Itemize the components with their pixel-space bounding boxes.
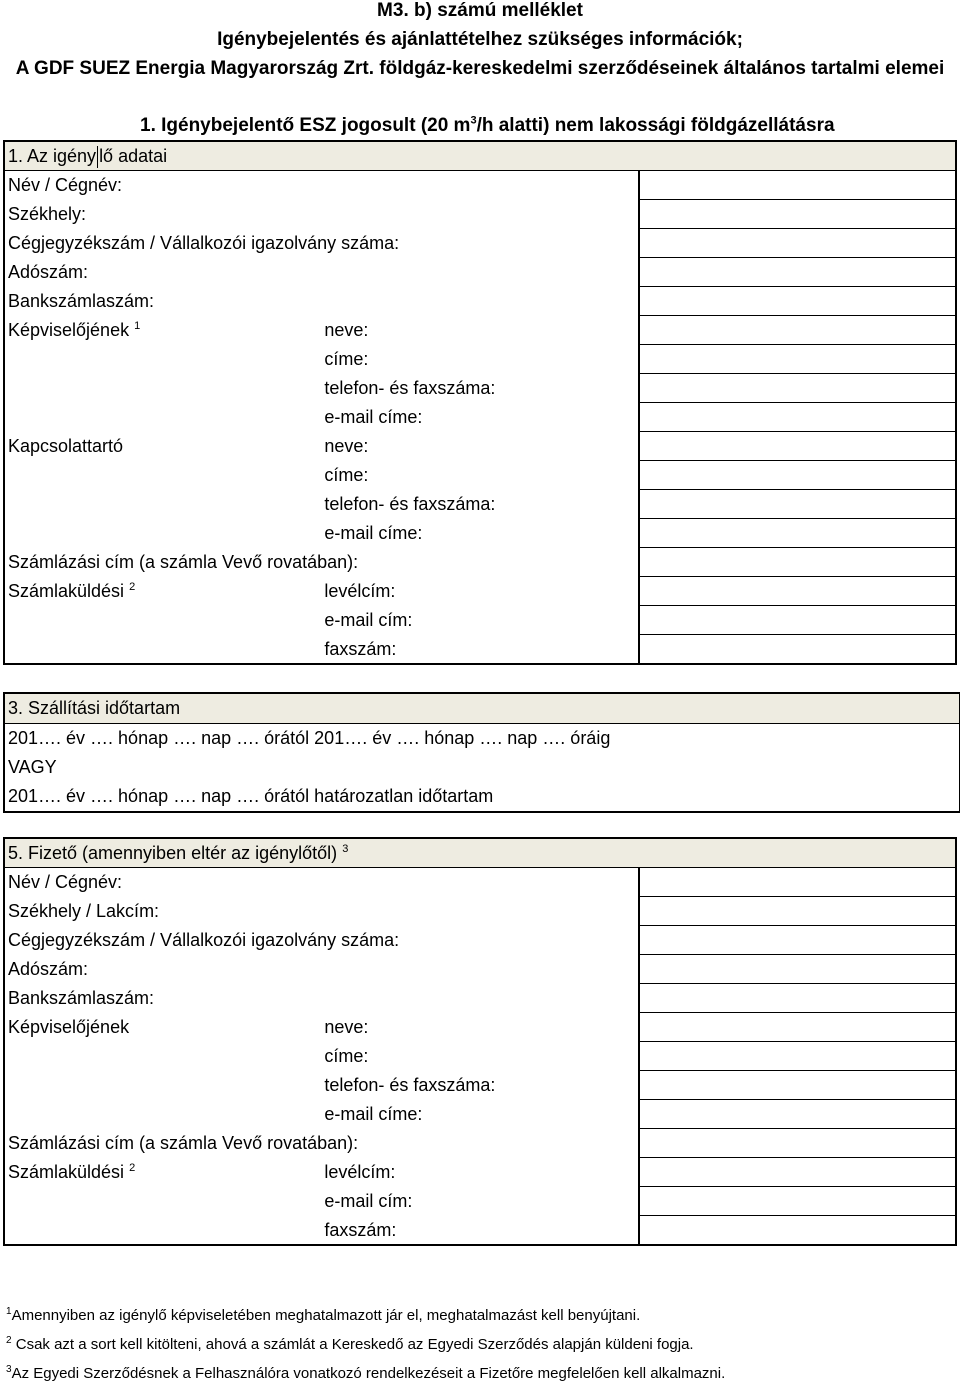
applicant-row (4, 200, 956, 229)
payer-row (4, 926, 956, 955)
field-label-text: Bankszámlaszám: (8, 291, 155, 311)
field-sublabel (321, 200, 638, 229)
input-field[interactable] (639, 868, 956, 897)
field-sublabel: telefon- és faxszáma: (324, 378, 496, 398)
input-field[interactable] (639, 432, 956, 461)
field-label-text: Számlázási cím (a számla Vevő rovatában): (8, 1133, 359, 1153)
payer-row (4, 1042, 956, 1071)
applicant-row (4, 490, 956, 519)
field-sublabel: telefon- és faxszáma: (324, 1075, 496, 1095)
field-label (4, 432, 321, 461)
field-label-text: Székhely / Lakcím: (8, 901, 160, 921)
field-label (4, 1187, 321, 1216)
field-label-text: Székhely: (8, 204, 87, 224)
applicant-row (4, 403, 956, 432)
footnote-text: Az Egyedi Szerződésnek a Felhasználóra vonatkozó rendelkezéseit a Fizetőre megfelelően kell alkalmazni. (11, 1365, 726, 1382)
eligibility-title-text: 1. Igénybejelentő ESZ jogosult (20 m (140, 115, 471, 136)
input-field[interactable] (639, 200, 956, 229)
field-label (4, 1100, 321, 1129)
applicant-row (4, 258, 956, 287)
applicant-row (4, 432, 956, 461)
field-sublabel: levélcím: (324, 1162, 396, 1182)
field-label-text: Számlaküldési (8, 581, 125, 601)
field-sublabel: címe: (324, 349, 369, 369)
field-label (4, 490, 321, 519)
field-sublabel: faxszám: (324, 1219, 397, 1240)
section-applicant-title (4, 141, 956, 171)
input-field[interactable] (639, 403, 956, 432)
payer-row (4, 1187, 956, 1216)
applicant-row (4, 316, 956, 345)
field-label-text: Adószám: (8, 959, 89, 979)
payer-row (4, 1100, 956, 1129)
field-label-text: Bankszámlaszám: (8, 988, 155, 1008)
field-label (4, 519, 321, 548)
payer-row (4, 1013, 956, 1042)
applicant-row (4, 374, 956, 403)
field-sublabel (321, 984, 638, 1013)
field-sublabel (321, 1129, 638, 1158)
field-label (4, 461, 321, 490)
field-sublabel (321, 548, 638, 577)
field-label-text: Képviselőjének (8, 320, 130, 340)
field-label (4, 316, 321, 345)
input-field[interactable] (639, 345, 956, 374)
applicant-row (4, 287, 956, 316)
section-applicant-header (4, 141, 956, 171)
footnote-number: 2 (6, 1335, 12, 1346)
input-field[interactable] (639, 1013, 956, 1042)
field-sublabel: neve: (324, 436, 369, 456)
field-label (4, 548, 359, 577)
field-label (4, 897, 321, 926)
footnote-text: Amennyiben az igénylő képviseletében meghatalmazott jár el, meghatalmazást kell benyújtani. (11, 1307, 641, 1324)
input-field[interactable] (639, 1187, 956, 1216)
footnote-ref: 3 (342, 843, 349, 855)
footnote-ref: 2 (129, 1162, 136, 1174)
field-label (4, 926, 400, 955)
field-label (4, 955, 321, 984)
input-field[interactable] (639, 1042, 956, 1071)
input-field[interactable] (639, 606, 956, 635)
field-sublabel (321, 171, 638, 200)
input-field[interactable] (639, 287, 956, 316)
input-field[interactable] (639, 984, 956, 1013)
field-sublabel: címe: (324, 1046, 369, 1066)
field-label (4, 374, 321, 403)
field-sublabel (321, 955, 638, 984)
field-sublabel: e-mail cím: (324, 610, 413, 630)
footnote-ref: 1 (134, 320, 141, 332)
input-field[interactable] (639, 1158, 956, 1187)
input-field[interactable] (639, 926, 956, 955)
applicant-row (4, 577, 956, 606)
input-field[interactable] (639, 1216, 956, 1246)
field-label-text: Kapcsolattartó (8, 436, 124, 456)
delivery-period-or: VAGY (8, 757, 57, 777)
section-payer-header (4, 838, 956, 868)
field-label (4, 229, 400, 258)
field-label (4, 577, 321, 606)
payer-row (4, 1216, 956, 1246)
payer-row (4, 897, 956, 926)
field-label (4, 1129, 359, 1158)
footnote-ref: 2 (129, 581, 136, 593)
input-field[interactable] (639, 897, 956, 926)
footnote-2 (6, 1335, 694, 1355)
field-label (4, 200, 321, 229)
field-label (4, 1013, 321, 1042)
section-applicant-form (3, 140, 957, 665)
footnote-1 (6, 1306, 640, 1326)
eligibility-title-text-end: /h alatti) nem lakossági földgázellátásra (476, 115, 835, 136)
field-label (4, 345, 321, 374)
field-label (4, 868, 321, 897)
input-field[interactable] (639, 316, 956, 345)
applicant-row (4, 606, 956, 635)
field-sublabel (321, 258, 638, 287)
applicant-row (4, 461, 956, 490)
field-sublabel (321, 287, 638, 316)
document-subtitle: Igénybejelentés és ajánlattételhez szükséges információk; (217, 29, 743, 50)
field-label (4, 1042, 321, 1071)
field-label-text: Képviselőjének (8, 1017, 130, 1037)
field-sublabel: neve: (324, 320, 369, 340)
section-title-part: lő adatai (99, 146, 168, 166)
payer-row (4, 1129, 956, 1158)
payer-row (4, 1071, 956, 1100)
field-label (4, 171, 321, 200)
input-field[interactable] (639, 519, 956, 548)
input-field[interactable] (639, 548, 956, 577)
field-label (4, 1216, 321, 1246)
field-label (4, 1071, 321, 1100)
input-field[interactable] (639, 490, 956, 519)
input-field[interactable] (639, 1100, 956, 1129)
input-field[interactable] (639, 1129, 956, 1158)
field-sublabel: e-mail címe: (324, 523, 423, 543)
field-sublabel (321, 897, 638, 926)
field-sublabel: e-mail címe: (324, 1104, 423, 1124)
input-field[interactable] (639, 461, 956, 490)
footnote-3 (6, 1364, 725, 1384)
footnote-number: 1 (6, 1306, 12, 1317)
document-heading: A GDF SUEZ Energia Magyarország Zrt. földgáz-kereskedelmi szerződéseinek általános tartalmi elemei (15, 58, 945, 79)
input-field[interactable] (639, 577, 956, 606)
payer-row (4, 868, 956, 897)
delivery-period-indefinite: 201…. év …. hónap …. nap …. órától határozatlan időtartam (8, 786, 494, 806)
applicant-row (4, 548, 956, 577)
eligibility-title (140, 113, 835, 139)
footnote-number: 3 (6, 1364, 12, 1375)
field-sublabel: címe: (324, 465, 369, 485)
input-field[interactable] (639, 955, 956, 984)
field-sublabel: e-mail címe: (324, 407, 423, 427)
field-label-text: Cégjegyzékszám / Vállalkozói igazolvány száma: (8, 233, 400, 253)
field-sublabel: e-mail cím: (324, 1191, 413, 1211)
field-label (4, 403, 321, 432)
footnote-text: Csak azt a sort kell kitölteni, ahová a számlát a Kereskedő az Egyedi Szerződés alapján küldeni fogja. (11, 1336, 694, 1353)
field-sublabel: levélcím: (324, 581, 396, 601)
field-label (4, 606, 321, 635)
field-sublabel: telefon- és faxszáma: (324, 494, 496, 514)
payer-row (4, 1158, 956, 1187)
input-field[interactable] (639, 171, 956, 200)
payer-row (4, 955, 956, 984)
field-label-text: Cégjegyzékszám / Vállalkozói igazolvány száma: (8, 930, 400, 950)
input-field[interactable] (639, 229, 956, 258)
field-label-text: Számlaküldési (8, 1162, 125, 1182)
applicant-row (4, 519, 956, 548)
field-label (4, 258, 321, 287)
field-sublabel (321, 868, 638, 897)
input-field[interactable] (639, 1071, 956, 1100)
field-label-text: Számlázási cím (a számla Vevő rovatában): (8, 552, 359, 572)
applicant-row (4, 229, 956, 258)
section-payer-title (4, 838, 956, 868)
applicant-row (4, 345, 956, 374)
section-delivery-period (3, 692, 960, 813)
field-label (4, 287, 321, 316)
field-label (4, 984, 321, 1013)
field-label-text: Név / Cégnév: (8, 175, 123, 196)
input-field[interactable] (639, 635, 956, 665)
text-cursor (97, 146, 98, 168)
section-payer-form (3, 837, 957, 1246)
applicant-row (4, 171, 956, 200)
eligibility-title-sup: 3 (470, 114, 477, 127)
annex-title: M3. b) számú melléklet (377, 0, 583, 21)
section-title-part: 1. Az igény (8, 146, 97, 166)
payer-row (4, 984, 956, 1013)
field-label (4, 1158, 321, 1187)
field-label (4, 635, 321, 665)
delivery-period-fixed: 201…. év …. hónap …. nap …. órától 201…. év …. hónap …. nap …. óráig (8, 728, 611, 748)
input-field[interactable] (639, 374, 956, 403)
input-field[interactable] (639, 258, 956, 287)
field-label-text: Név / Cégnév: (8, 872, 123, 893)
section-delivery-title: 3. Szállítási időtartam (5, 694, 959, 724)
field-sublabel: neve: (324, 1017, 369, 1037)
field-label-text: Adószám: (8, 262, 89, 282)
section-title-part: 5. Fizető (amennyiben eltér az igénylőtől) (8, 843, 338, 863)
field-sublabel: faxszám: (324, 638, 397, 659)
applicant-row (4, 635, 956, 665)
